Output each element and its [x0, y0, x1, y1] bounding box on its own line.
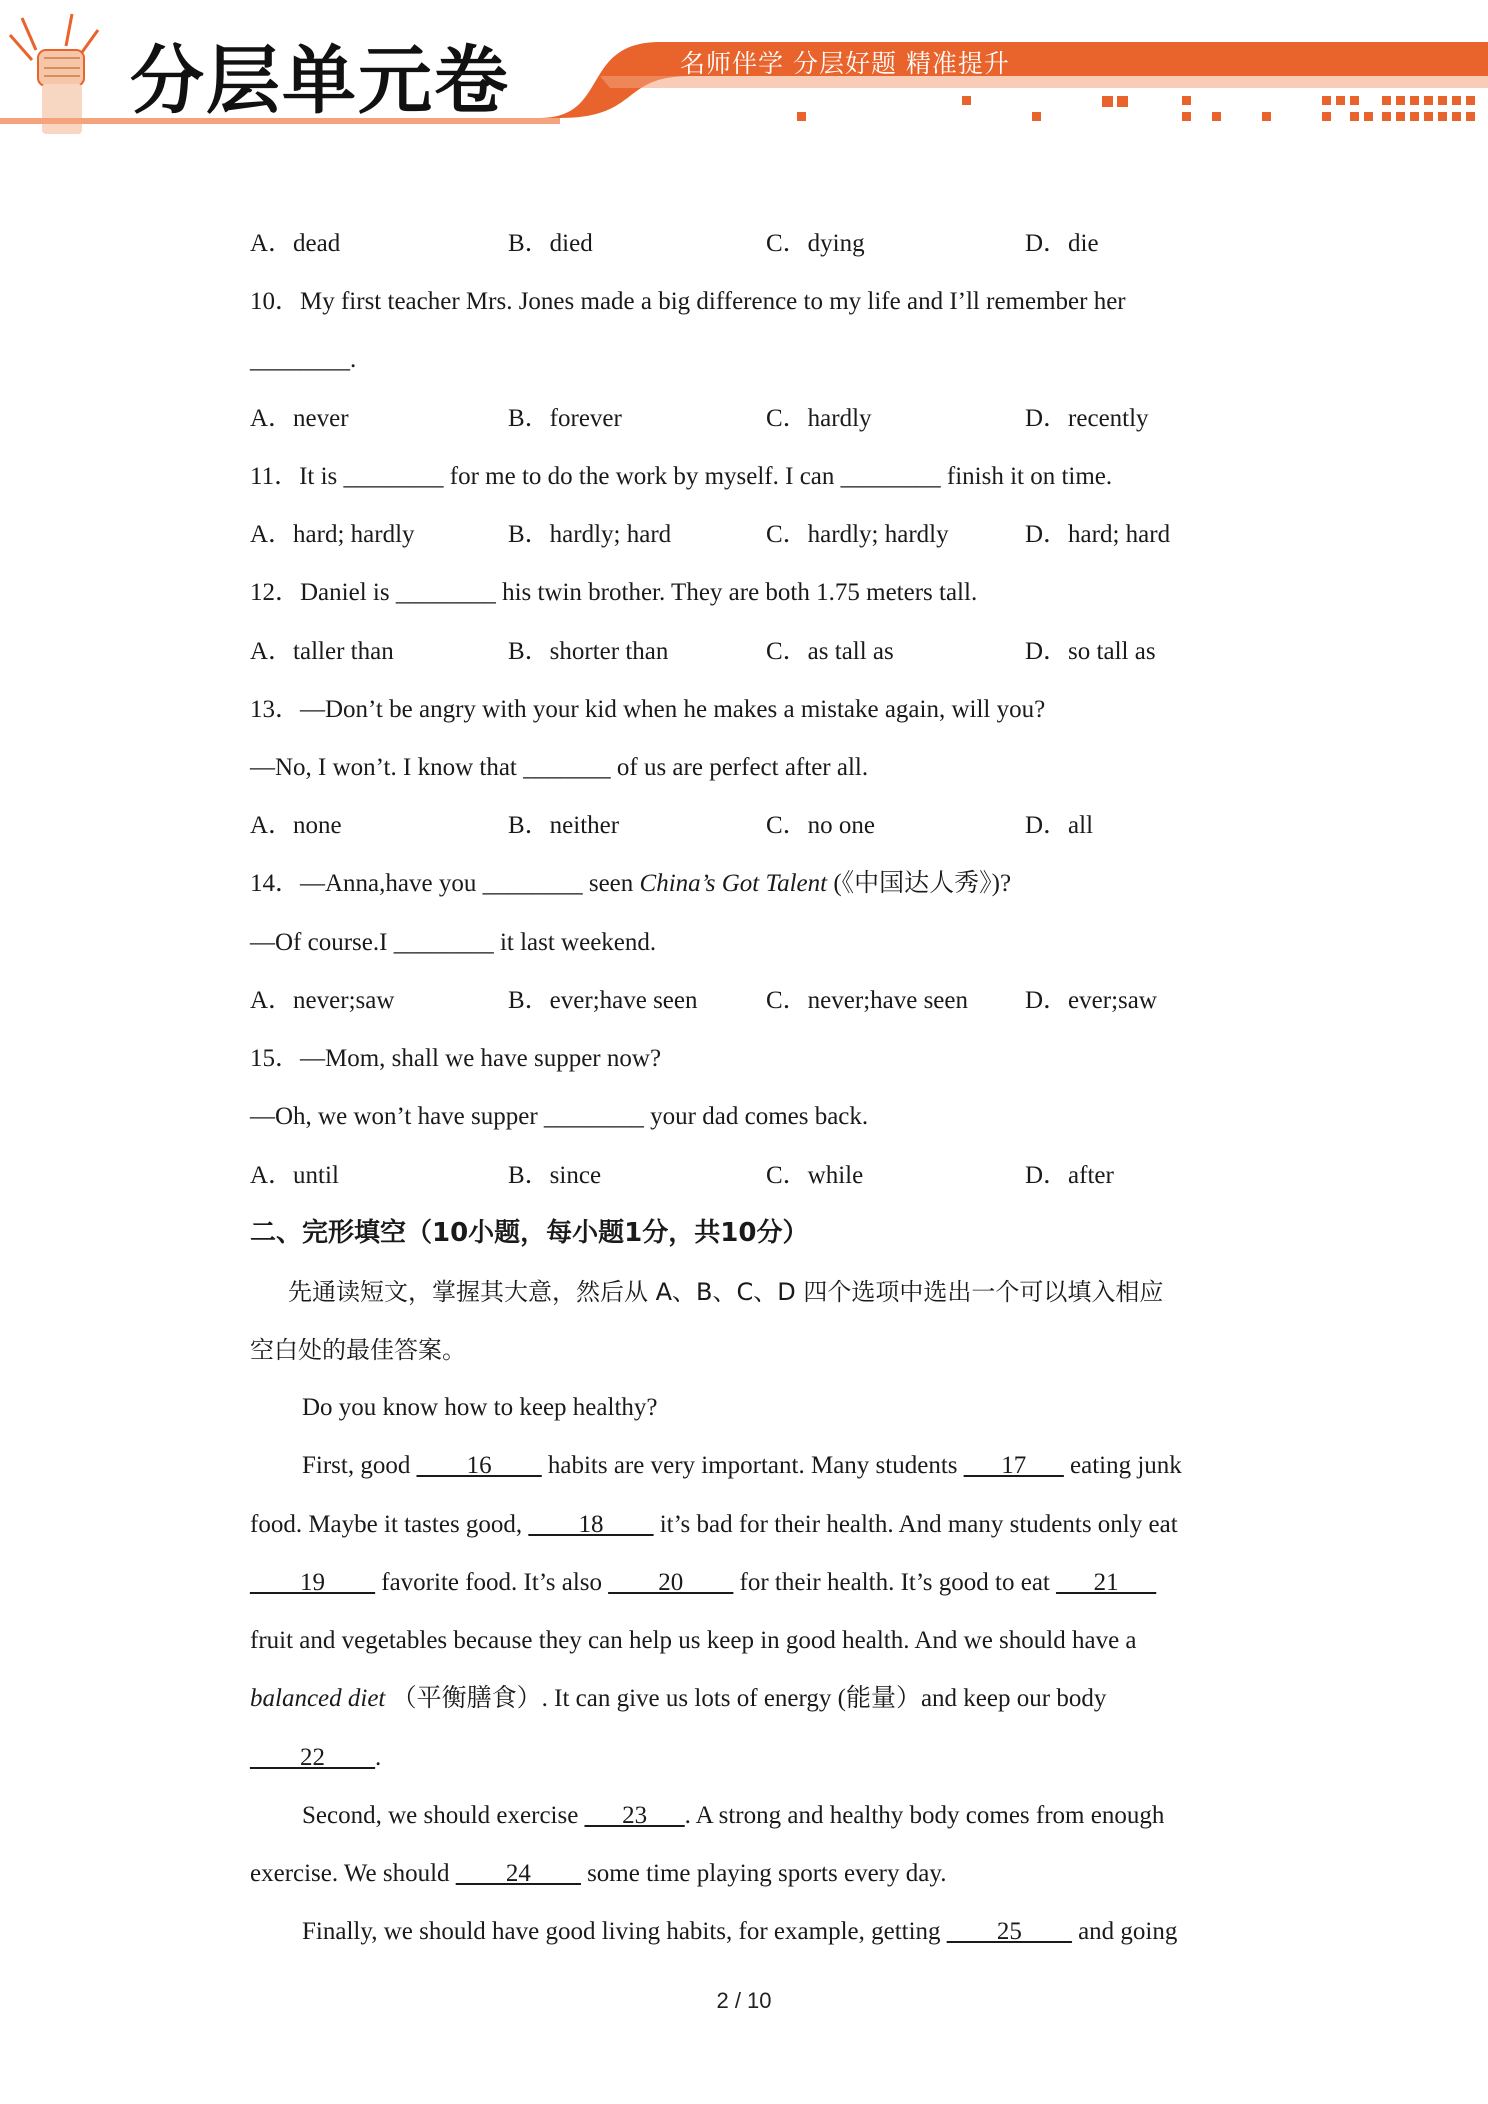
- blank-25: ____25____: [946, 1918, 1072, 1945]
- q15-option-b[interactable]: B．since: [508, 1162, 602, 1189]
- passage-line: [250, 1508, 1178, 1542]
- passage-text: exercise. We should: [250, 1860, 456, 1887]
- q15-line2: —Oh, we won’t have supper ________ your dad comes back.: [250, 1103, 869, 1130]
- blank-19: ____19____: [250, 1569, 375, 1596]
- q13-line1: 13．—Don’t be angry with your kid when he makes a mistake again, will you?: [250, 696, 1046, 723]
- passage-line: fruit and vegetables because they can help us keep in good health. And we should have a: [250, 1627, 1137, 1654]
- q11-option-a[interactable]: A．hard; hardly: [250, 521, 415, 548]
- passage-text: favorite food. It’s also: [375, 1569, 609, 1596]
- q15-option-d[interactable]: D．after: [1025, 1162, 1114, 1189]
- q10-option-c[interactable]: C．hardly: [766, 405, 872, 432]
- passage-line: [250, 1566, 1156, 1600]
- passage-line: [302, 1915, 1177, 1949]
- q10-option-a[interactable]: A．never: [250, 405, 349, 432]
- q13-option-d[interactable]: D．all: [1025, 812, 1094, 839]
- q11-option-b[interactable]: B．hardly; hard: [508, 521, 672, 548]
- blank-22: ____22____: [250, 1744, 375, 1771]
- q9-option-a[interactable]: A．dead: [250, 230, 341, 257]
- passage-text: some time playing sports every day.: [580, 1860, 947, 1887]
- q9-option-c[interactable]: C．dying: [766, 230, 865, 257]
- passage-text: food. Maybe it tastes good,: [250, 1511, 529, 1538]
- q13-line2: —No, I won’t. I know that _______ of us are perfect after all.: [250, 754, 869, 781]
- passage-text: Finally, we should have good living habits, for example, getting: [302, 1918, 947, 1945]
- passage-line: [250, 1741, 381, 1775]
- raised-fist-icon: [10, 14, 98, 134]
- q10-option-b[interactable]: B．forever: [508, 405, 622, 432]
- q11-option-c[interactable]: C．hardly; hardly: [766, 521, 949, 548]
- page-header: [0, 0, 1488, 140]
- q13-option-a[interactable]: A．none: [250, 812, 342, 839]
- page-number: 2 / 10: [716, 1988, 772, 2013]
- passage-text: .: [375, 1744, 382, 1771]
- passage-text: Second, we should exercise: [302, 1802, 585, 1829]
- q14-option-a[interactable]: A．never;saw: [250, 987, 395, 1014]
- passage-line: [250, 1682, 1106, 1716]
- q15-line1: 15．—Mom, shall we have supper now?: [250, 1045, 662, 1072]
- passage-line: [302, 1799, 1164, 1833]
- q14-show-title: China’s Got Talent: [639, 870, 828, 897]
- q12-option-c[interactable]: C．as tall as: [766, 638, 894, 665]
- passage-text: （平衡膳食）. It can give us lots of energy (能量）and keep our body: [385, 1685, 1107, 1712]
- blank-18: ____18____: [528, 1511, 654, 1538]
- passage-text: for their health. It’s good to eat: [733, 1569, 1057, 1596]
- q10-stem: 10．My first teacher Mrs. Jones made a big difference to my life and I’ll remember her: [250, 288, 1126, 315]
- q10-blank: ________.: [250, 346, 357, 373]
- q14-line1: [250, 867, 1011, 901]
- blank-24: ____24____: [455, 1860, 581, 1887]
- passage-text: and going: [1071, 1918, 1178, 1945]
- q10-option-d[interactable]: D．recently: [1025, 405, 1149, 432]
- q11-stem: 11．It is ________ for me to do the work by myself. I can ________ finish it on time.: [250, 463, 1113, 490]
- q14-option-c[interactable]: C．never;have seen: [766, 987, 969, 1014]
- passage-line: [302, 1449, 1182, 1483]
- q14-stem-end: (《中国达人秀》)?: [827, 870, 1012, 897]
- header-slogan: 名师伴学 分层好题 精准提升: [680, 49, 1010, 78]
- q11-option-d[interactable]: D．hard; hard: [1025, 521, 1171, 548]
- instructions-line2: 空白处的最佳答案。: [250, 1336, 466, 1364]
- blank-16: ____16____: [416, 1452, 542, 1479]
- brand-title: 分层单元卷: [130, 38, 510, 124]
- q13-option-c[interactable]: C．no one: [766, 812, 876, 839]
- instructions-line1: 先通读短文，掌握其大意，然后从 A、B、C、D 四个选项中选出一个可以填入相应: [288, 1278, 1164, 1306]
- q9-option-b[interactable]: B．died: [508, 230, 593, 257]
- passage-text: it’s bad for their health. And many students only eat: [653, 1511, 1178, 1538]
- q14-line2: —Of course.I ________ it last weekend.: [250, 929, 657, 956]
- blank-21: ___21___: [1056, 1569, 1157, 1596]
- decorative-squares: [797, 96, 1475, 121]
- q12-stem: 12．Daniel is ________ his twin brother. They are both 1.75 meters tall.: [250, 579, 978, 606]
- passage-text: eating junk: [1063, 1452, 1182, 1479]
- passage-line: [250, 1857, 946, 1891]
- blank-20: ____20____: [608, 1569, 734, 1596]
- passage-opening: Do you know how to keep healthy?: [302, 1394, 658, 1421]
- passage-text: habits are very important. Many students: [541, 1452, 964, 1479]
- q13-option-b[interactable]: B．neither: [508, 812, 620, 839]
- blank-23: ___23___: [584, 1802, 685, 1829]
- q15-option-c[interactable]: C．while: [766, 1162, 864, 1189]
- q12-option-b[interactable]: B．shorter than: [508, 638, 669, 665]
- section-title: 二、完形填空（10小题，每小题1分，共10分）: [250, 1218, 809, 1248]
- balanced-diet-term: balanced diet: [250, 1685, 386, 1712]
- q14-stem-start: 14．—Anna,have you ________ seen: [250, 870, 640, 897]
- q12-option-a[interactable]: A．taller than: [250, 638, 394, 665]
- q12-option-d[interactable]: D．so tall as: [1025, 638, 1156, 665]
- q9-option-d[interactable]: D．die: [1025, 230, 1099, 257]
- q14-option-d[interactable]: D．ever;saw: [1025, 987, 1157, 1014]
- passage-text: First, good: [302, 1452, 417, 1479]
- blank-17: ___17___: [963, 1452, 1064, 1479]
- q14-option-b[interactable]: B．ever;have seen: [508, 987, 698, 1014]
- passage-text: . A strong and healthy body comes from enough: [684, 1802, 1165, 1829]
- q15-option-a[interactable]: A．until: [250, 1162, 339, 1189]
